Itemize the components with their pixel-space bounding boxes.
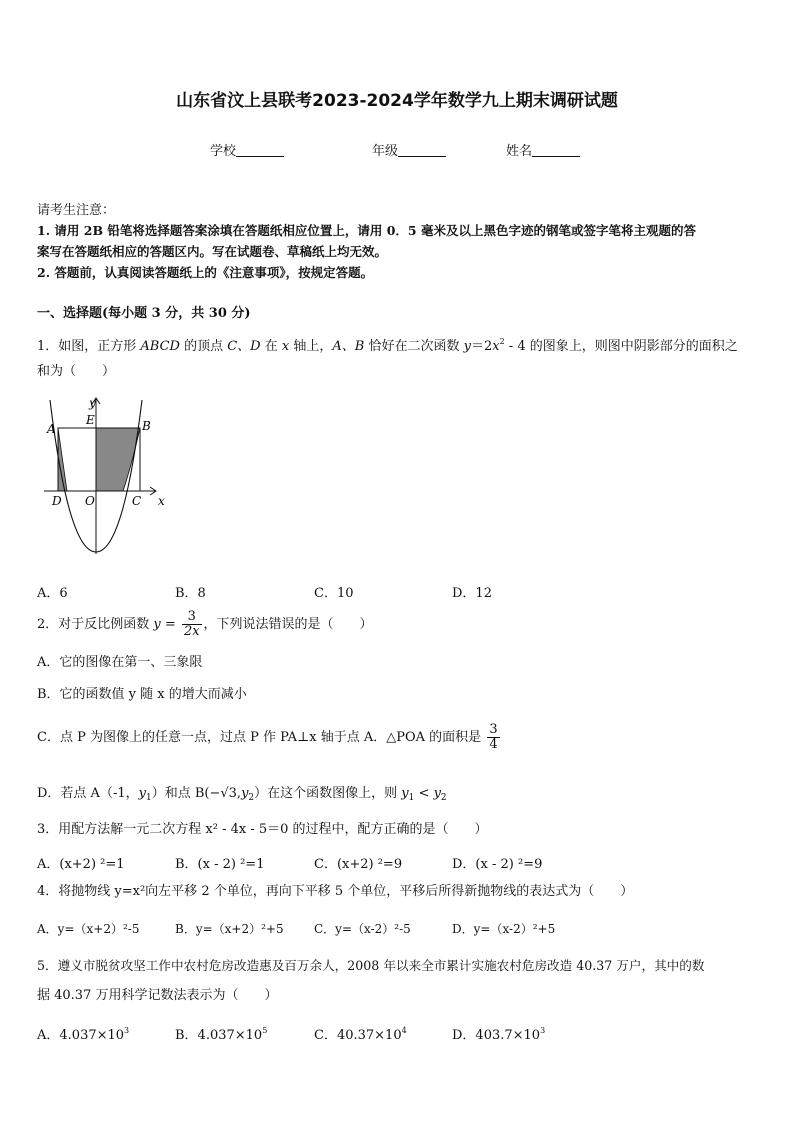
q1-option-b[interactable]: B．8 [175, 586, 206, 601]
name-blank[interactable] [532, 144, 580, 157]
q2-stem: 2．对于反比例函数 y = $\frac{3}{2x}$ ，下列说法错误的是（ ） [37, 609, 373, 639]
q5-option-a[interactable]: A．$4.037\times 10^3$ [37, 1026, 130, 1043]
grade-field[interactable] [372, 140, 446, 159]
q2-fraction: $\frac{3}{2x}$ [183, 609, 200, 639]
q4-option-a[interactable]: A．y=（x+2）²-5 [37, 922, 140, 936]
section-heading: 一、选择题(每小题 3 分，共 30 分) [37, 306, 251, 321]
label-A: A [47, 422, 56, 436]
school-field[interactable] [210, 140, 284, 159]
notice-line-1b: 案写在答题纸相应的答题区内。写在试题卷、草稿纸上均无效。 [37, 244, 388, 259]
page-title: 山东省汶上县联考2023-2024学年数学九上期末调研试题 [176, 91, 618, 111]
grade-blank[interactable] [398, 144, 446, 157]
name-label: 姓名 [506, 144, 533, 159]
label-x: x [158, 494, 165, 508]
q5-stem-line2: 据 40.37 万用科学记数法表示为（ ） [37, 988, 278, 1003]
q2-option-c[interactable]: C．点 P 为图像上的任意一点，过点 P 作 PA⊥x 轴于点 A．△POA 的面积是 $\frac{3}{4}$ [37, 722, 498, 752]
label-E: E [86, 413, 95, 427]
q5-option-c[interactable]: C．$40.37\times 10^4$ [314, 1026, 407, 1043]
q5-option-d[interactable]: D．$403.7\times 10^3$ [452, 1026, 546, 1043]
q4-option-d[interactable]: D．y=（x-2）²+5 [452, 922, 556, 936]
notice-heading: 请考生注意： [37, 203, 116, 218]
q2-option-a[interactable]: A．它的图像在第一、三象限 [37, 655, 203, 670]
q1-option-c[interactable]: C．10 [314, 586, 354, 601]
name-field[interactable] [506, 140, 580, 159]
q5-option-b[interactable]: B．$4.037\times 10^5$ [175, 1026, 268, 1043]
q1-option-a[interactable]: A．6 [37, 586, 68, 601]
q2-option-d[interactable]: D．若点 A（-1，$y_1$）和点 $B(-√3,y_2)$在这个函数图像上，则 $y_1 < y_2$ [37, 786, 447, 803]
school-label: 学校 [210, 144, 237, 159]
q3-option-b[interactable]: B．(x - 2) ²=1 [175, 857, 265, 872]
label-O: O [85, 494, 95, 508]
q3-option-c[interactable]: C．(x+2) ²=9 [314, 857, 403, 872]
notice-line-2: 2. 答题前，认真阅读答题纸上的《注意事项》，按规定答题。 [37, 265, 374, 280]
q1-figure [36, 394, 166, 560]
q3-option-a[interactable]: A．(x+2) ²=1 [37, 857, 125, 872]
grade-label: 年级 [372, 144, 399, 159]
label-C: C [132, 494, 142, 508]
label-B: B [142, 419, 151, 433]
q5-stem-line1: 5．遵义市脱贫攻坚工作中农村危房改造惠及百万余人，2008 年以来全市累计实施农村危房改造 40.37 万户，其中的数 [37, 958, 705, 973]
q1-option-d[interactable]: D．12 [452, 586, 492, 601]
q1-stem-line1: 1．如图，正方形 ABCD 的顶点 C、D 在 x 轴上，A、B 恰好在二次函数 $y=2x^2 - 4$ 的图象上，则图中阴影部分的面积之 [37, 337, 738, 354]
q3-option-d[interactable]: D．(x - 2) ²=9 [452, 857, 543, 872]
q2-option-b[interactable]: B．它的函数值 y 随 x 的增大而减小 [37, 687, 247, 702]
label-D: D [52, 494, 62, 508]
school-blank[interactable] [236, 144, 284, 157]
q3-stem: 3．用配方法解一元二次方程 x² - 4x - 5＝0 的过程中，配方正确的是（ ） [37, 822, 488, 837]
q4-stem: 4．将抛物线 y=x²向左平移 2 个单位，再向下平移 5 个单位，平移后所得新抛物线的表达式为（ ） [37, 884, 634, 899]
q1-stem-line2: 和为（ ） [37, 364, 116, 379]
label-y: y [89, 396, 96, 410]
notice-line-1a: 1. 请用 2B 铅笔将选择题答案涂填在答题纸相应位置上，请用 0．5 毫米及以上黑色字迹的钢笔或签字笔将主观题的答 [37, 223, 696, 238]
q4-option-b[interactable]: B．y=（x+2）²+5 [175, 922, 284, 936]
q4-option-c[interactable]: C．y=（x-2）²-5 [314, 922, 411, 936]
